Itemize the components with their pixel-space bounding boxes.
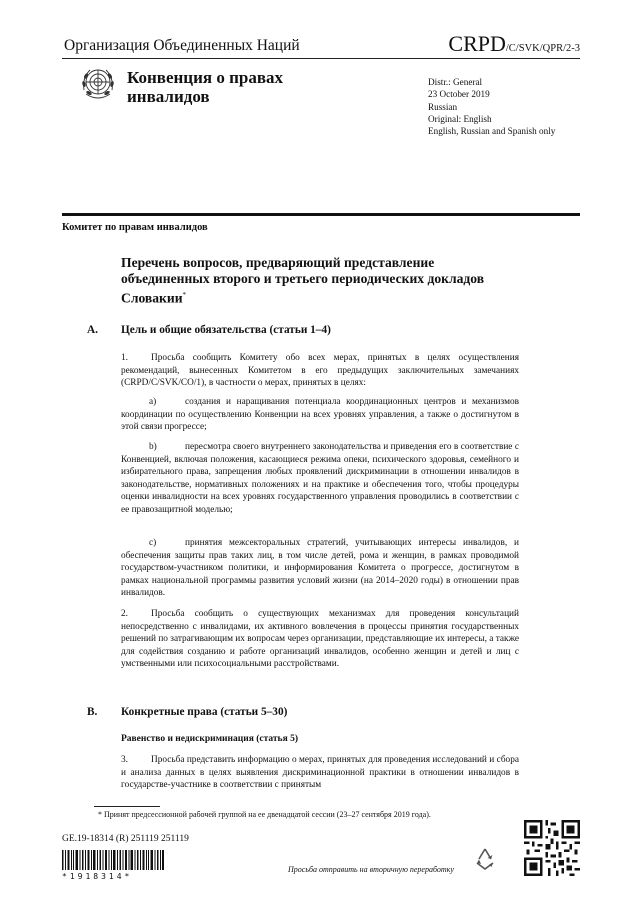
paragraph-3-number: 3. — [121, 755, 128, 765]
subsection-heading: Равенство и недискриминация (статья 5) — [121, 734, 299, 744]
paragraph-1-number: 1. — [121, 353, 128, 363]
paragraph-1a-label: a) — [149, 397, 157, 407]
paragraph-1a-text: создания и наращивания потенциала координационных центров и механизмов координации по осуществлению Конвенции на всех уровнях управления, а также о достигнутом в этой связи прогрессе; — [121, 397, 519, 433]
paragraph-2-text: Просьба сообщить о существующих механизмах для проведения консультаций непосредственно с инвалидами, их активного вовлечения в процессы принятия государственных решений по затрагивающим их вопросам через организации, представляющие их интересы, а также для содействия созданию и работе организаций инвалидов, особенно женщин и детей и лиц с умственными или психосоциальными расстройствами. — [121, 609, 519, 670]
paragraph-3 — [121, 754, 519, 792]
section-a-heading — [87, 324, 527, 338]
section-b-title: Конкретные права (статьи 5–30) — [121, 706, 288, 718]
paragraph-1-text: Просьба сообщить Комитету обо всех мерах, принятых в целях осуществления рекомендаций, вынесенных Комитетом в его предыдущих заключительных замечаниях (CRPD/C/SVK/CO/1), в частности о мерах, принятых в целях: — [121, 353, 519, 389]
title-footnote-mark: * — [182, 291, 187, 299]
paragraph-1b — [121, 441, 519, 517]
symbol-rest: /C/SVK/QPR/2-3 — [505, 43, 580, 54]
distr-original: Original: English — [428, 113, 492, 124]
recycle-note: Просьба отправить на вторичную переработку — [288, 865, 454, 874]
barcode-number: *1918314* — [62, 872, 133, 881]
recycle-icon — [472, 846, 498, 872]
footnote: * Принят предсессионной рабочей группой на ее двенадцатой сессии (23–27 сентября 2019 года). — [98, 810, 431, 819]
title-text: Перечень вопросов, предваряющий представление объединенных второго и третьего периодических докладов Словакии — [121, 255, 485, 306]
paragraph-2-number: 2. — [121, 609, 128, 619]
qr-code-icon — [524, 820, 580, 876]
barcode-icon — [62, 850, 164, 870]
distr-language: Russian — [428, 101, 458, 112]
organization-name: Организация Объединенных Наций — [64, 37, 300, 54]
paragraph-2 — [121, 608, 519, 671]
paragraph-1c-label: c) — [149, 538, 157, 548]
paragraph-1b-label: b) — [149, 442, 157, 452]
distr-date: 23 October 2019 — [428, 89, 490, 100]
paragraph-1 — [121, 352, 519, 390]
distr-languages: English, Russian and Spanish only — [428, 126, 556, 137]
paragraph-1b-text: пересмотра своего внутреннего законодательства и приведения его в соответствие с Конвенцией, включая положения, касающиеся режима опеки, психического здоровья, семейного и избирательного права, запрещения любых проявлений дискриминации в отношении инвалидов в законодательстве, нормативных положениях и на практике и обеспечения того, чтобы процедуры оценки инвалидности на всех уровнях государственного управления проводились в соответствии с ее правозащитной моделью; — [121, 442, 519, 515]
paragraph-1a — [121, 396, 519, 434]
distribution-info — [428, 76, 555, 137]
section-a-title: Цель и общие обязательства (статьи 1–4) — [121, 324, 331, 336]
distr-line: Distr.: General — [428, 77, 483, 87]
paragraph-1c — [121, 537, 519, 600]
paragraph-1c-text: принятия межсекторальных стратегий, учитывающих интересы инвалидов, и обеспечения защиты прав таких лиц, в том числе детей, рома и женщин, в рамках проводимой государством-участником политики, и информирования Комитета о прогрессе, достигнутом в рамках национальной программы развития условий жизни (на 2014–2020 годы) в отношении прав инвалидов. — [121, 538, 519, 599]
section-b-number: B. — [87, 706, 98, 718]
footnote-rule — [94, 806, 160, 807]
symbol-main: CRPD — [448, 31, 506, 56]
section-a-number: A. — [87, 324, 98, 336]
document-job-number: GE.19-18314 (R) 251119 251119 — [62, 834, 189, 844]
committee-name: Комитет по правам инвалидов — [62, 222, 208, 233]
header-rule — [62, 58, 580, 59]
document-title — [121, 255, 491, 307]
paragraph-3-text: Просьба представить информацию о мерах, принятых для проведения исследований и сбора и анализа данных в целях выявления дискриминационной практики в отношении инвалидов в государстве-участнике в соответствии с принятым — [121, 755, 519, 791]
convention-title: Конвенция о правах инвалидов — [127, 68, 284, 106]
un-emblem-icon — [78, 64, 118, 104]
thick-rule — [62, 213, 580, 216]
section-b-heading — [87, 706, 527, 720]
document-symbol — [448, 31, 580, 57]
